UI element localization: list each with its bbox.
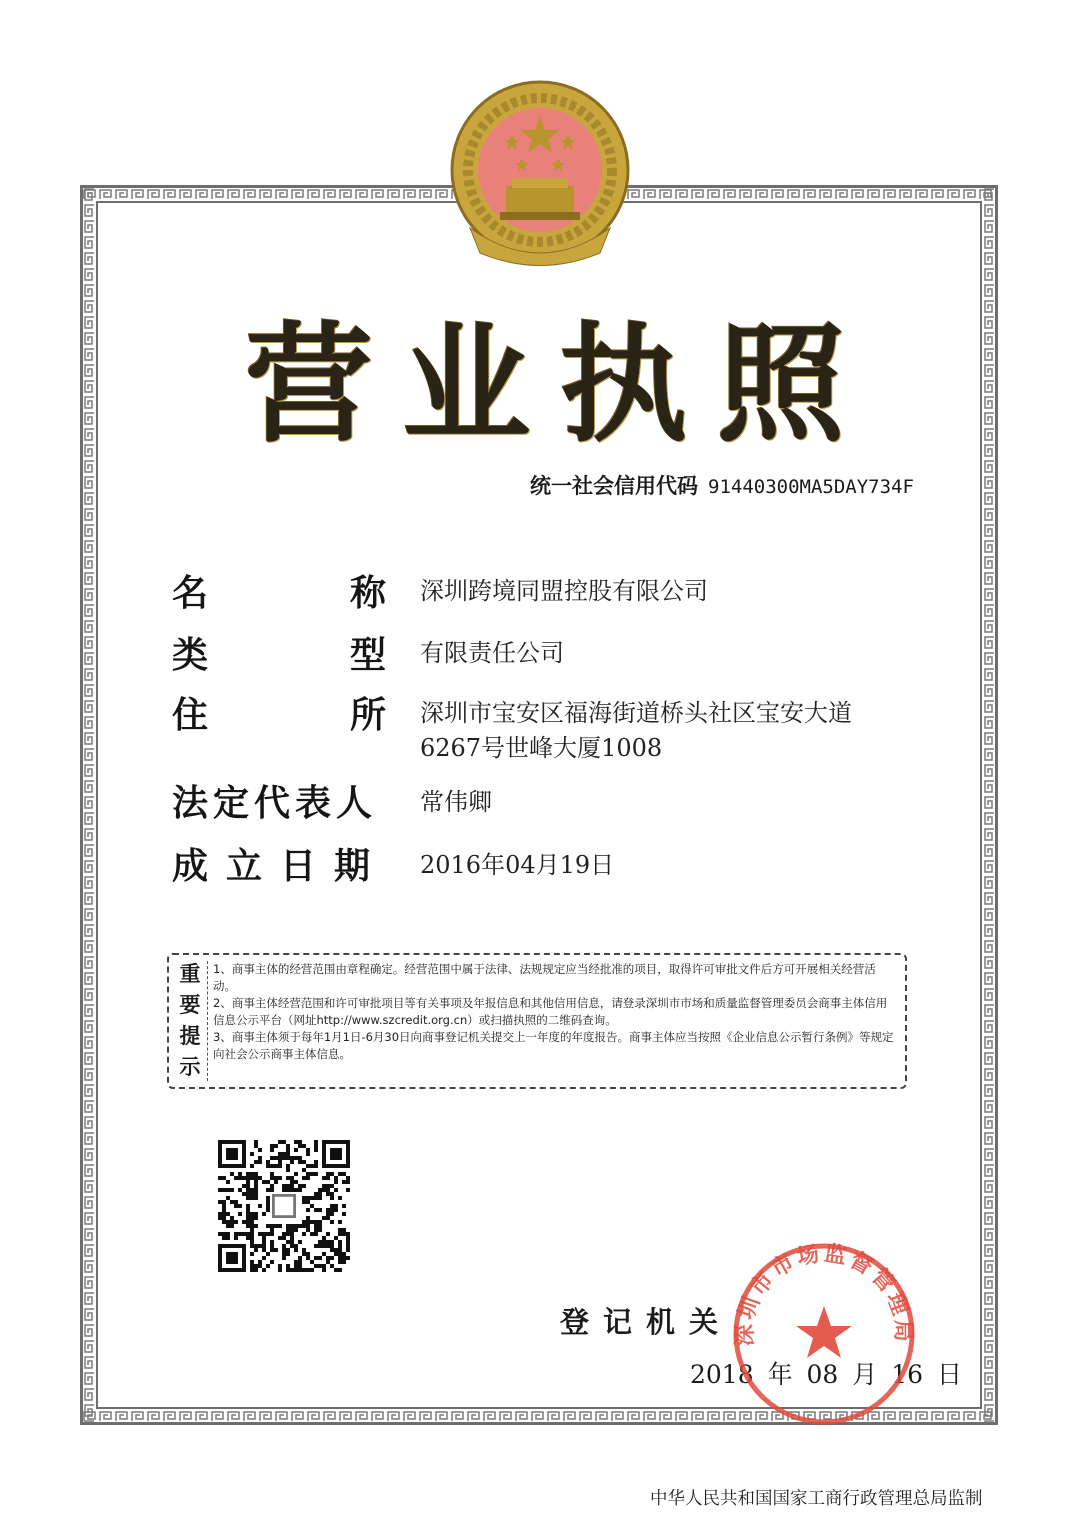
legal-rep-value: 常伟卿 <box>420 788 492 816</box>
title-char-1: 营 <box>245 310 374 460</box>
credit-code-value: 91440300MA5DAY734F <box>708 476 914 498</box>
issue-date: 2018 年 08 月 16 日 <box>690 1360 962 1389</box>
notice-title-char: 示 <box>179 1055 201 1079</box>
company-name-value: 深圳跨境同盟控股有限公司 <box>420 577 708 605</box>
notice-item: 1、商事主体的经营范围由章程确定。经营范围中属于法律、法规规定应当经批准的项目，取得许可审批文件后方可开展相关经营活动。 <box>213 962 876 993</box>
title-char-4: 照 <box>716 310 845 460</box>
name-label-a: 名 <box>172 573 209 614</box>
address-value-line1: 深圳市宝安区福海街道桥头社区宝安大道 <box>420 699 852 727</box>
notice-title-char: 重 <box>179 962 201 986</box>
greek-key-band-left <box>83 188 95 1422</box>
notice-item: 2、商事主体经营范围和许可审批项目等有关事项及年报信息和其他信用信息，请登录深圳市市场和质量监督管理委员会商事主体信用信息公示平台（网址http://www.szcredit.org.cn）或扫描执照的二维码查询。 <box>213 996 888 1027</box>
title-char-3: 执 <box>559 310 688 460</box>
important-notice-box <box>167 953 907 1089</box>
name-label-b: 称 <box>350 573 387 614</box>
official-seal-icon <box>730 1240 918 1428</box>
national-emblem-icon <box>440 78 640 270</box>
notice-divider <box>207 961 208 1081</box>
established-label: 成立日期 <box>172 846 389 887</box>
notice-body <box>213 961 895 1063</box>
type-label-b: 型 <box>350 635 387 676</box>
type-label-a: 类 <box>172 635 209 676</box>
greek-key-band-right <box>983 188 995 1422</box>
credit-code-line <box>530 470 970 500</box>
address-label-b: 所 <box>350 695 387 736</box>
qr-code-icon[interactable] <box>218 1140 350 1272</box>
title-char-2: 业 <box>402 310 531 460</box>
company-type-value: 有限责任公司 <box>420 639 564 667</box>
established-value: 2016年04月19日 <box>420 851 615 879</box>
notice-title <box>177 959 203 1083</box>
registrar-label: 登记机关 <box>560 1305 733 1339</box>
notice-title-char: 提 <box>179 1024 201 1048</box>
seal-text: 深圳市市场监督管理局 <box>732 1241 916 1347</box>
credit-code-label: 统一社会信用代码 <box>530 474 698 498</box>
notice-title-char: 要 <box>179 993 201 1017</box>
supervision-footer: 中华人民共和国国家工商行政管理总局监制 <box>650 1489 983 1509</box>
certificate-title <box>245 310 845 460</box>
address-value-line2: 6267号世峰大厦1008 <box>420 734 663 762</box>
legal-rep-label: 法定代表人 <box>172 783 378 824</box>
notice-item: 3、商事主体须于每年1月1日-6月30日向商事登记机关提交上一年度的年度报告。商事主体应当按照《企业信息公示暂行条例》等规定向社会公示商事主体信息。 <box>213 1030 894 1061</box>
address-label-a: 住 <box>172 695 209 736</box>
